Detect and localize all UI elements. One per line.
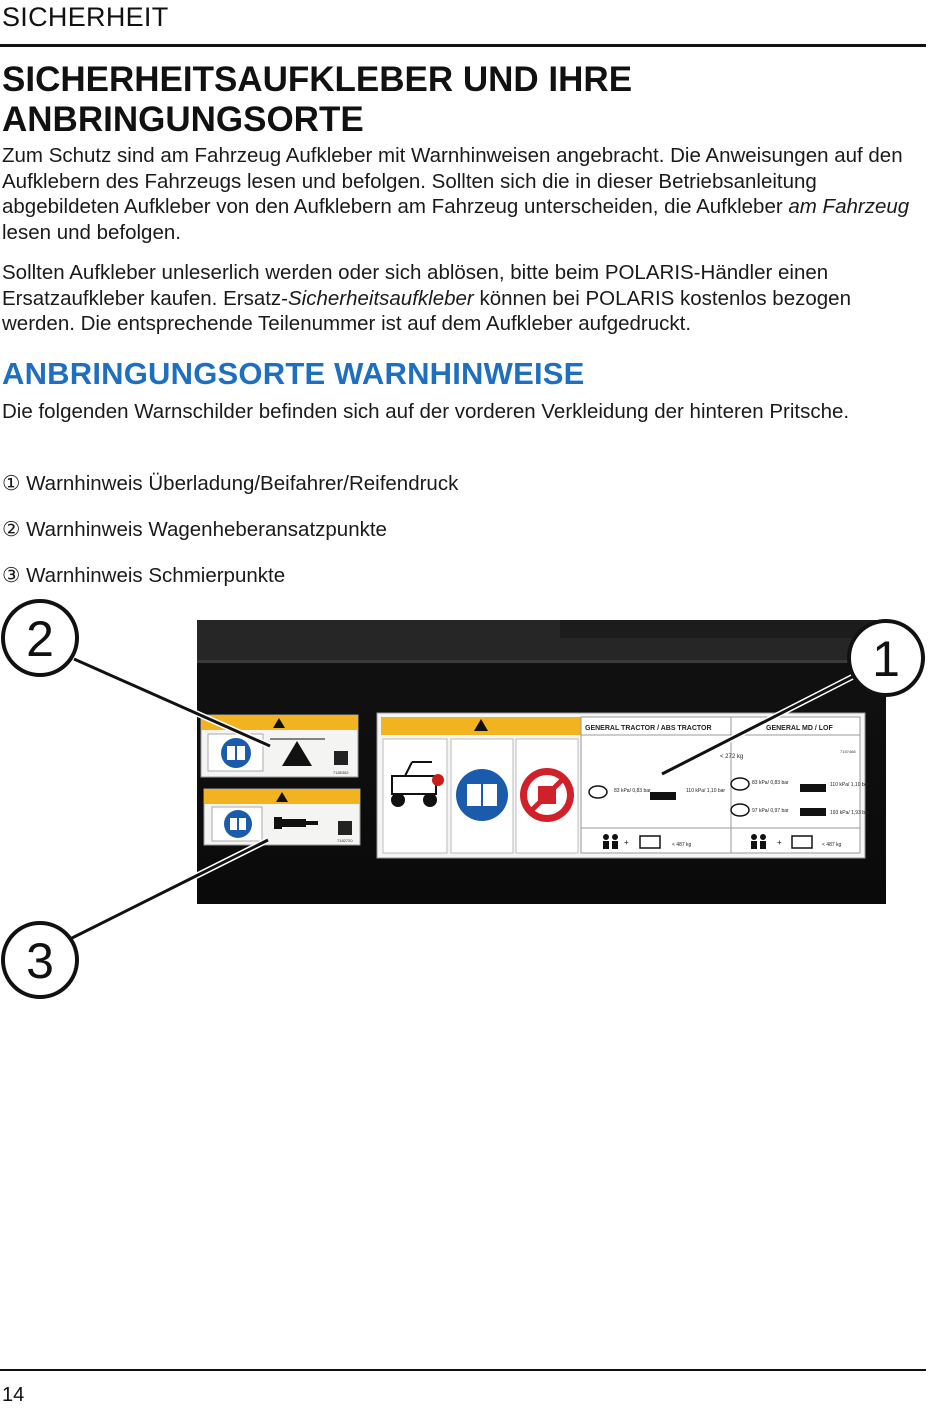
svg-text:< 487 kg: < 487 kg: [822, 842, 842, 848]
item-text: Warnhinweis Schmierpunkte: [26, 564, 286, 587]
item-marker: ②: [2, 518, 21, 541]
svg-text:83 kPa/ 0,83 bar: 83 kPa/ 0,83 bar: [614, 788, 651, 794]
svg-text:193 kPa/ 1,93 bar: 193 kPa/ 1,93 bar: [830, 810, 870, 816]
item-text: Warnhinweis Wagenheberansatzpunkte: [26, 518, 387, 541]
lube-point-decal: [204, 789, 360, 845]
decal-location-figure: [0, 596, 930, 1006]
section-heading: ANBRINGUNGSORTE WARNHINWEISE: [2, 356, 585, 391]
svg-text:7182720: 7182720: [337, 838, 353, 843]
svg-text:110 kPa/ 1,10 bar: 110 kPa/ 1,10 bar: [830, 782, 870, 788]
qr-code: [334, 751, 348, 765]
item-text: Warnhinweis Überladung/Beifahrer/Reifendruck: [26, 472, 459, 495]
item-marker: ③: [2, 564, 21, 587]
overload-passenger-tire-decal: [377, 713, 870, 858]
svg-text:+: +: [624, 838, 629, 847]
svg-text:2: 2: [26, 611, 54, 667]
callout-2: [3, 601, 77, 675]
footer-rule: [0, 1369, 926, 1371]
svg-text:110 kPa/ 1,10 bar: 110 kPa/ 1,10 bar: [686, 788, 726, 794]
svg-text:GENERAL TRACTOR / ABS TRACTOR: GENERAL TRACTOR / ABS TRACTOR: [585, 725, 712, 732]
intro-paragraph: Zum Schutz sind am Fahrzeug Aufkleber mit Warnhinweisen angebracht. Die Anweisungen auf den Aufklebern des Fahrzeugs lesen und befolgen. Sollten sich die in dieser Betriebsanleitung abgebildeten Aufkleber von den Aufklebern am Fahrzeug unterscheiden, die Aufkleber am Fahrzeug lesen und befolgen.: [2, 144, 910, 245]
qr-code: [338, 821, 352, 835]
list-item: [2, 563, 285, 588]
svg-text:1: 1: [872, 631, 900, 687]
svg-text:83 kPa/ 0,83 bar: 83 kPa/ 0,83 bar: [752, 780, 789, 786]
emphasis-text: am Fahrzeug: [788, 195, 910, 219]
page-title: SICHERHEITSAUFKLEBER UND IHRE ANBRINGUNGSORTE: [2, 60, 633, 139]
svg-text:< 272 kg: < 272 kg: [720, 754, 744, 760]
replacement-paragraph: Sollten Aufkleber unleserlich werden oder sich ablösen, bitte beim POLARIS-Händler einen Ersatzaufkleber kaufen. Ersatz-Sicherheitsaufkleber können bei POLARIS kostenlos bezogen werden. Die entsprechende Teilenummer ist auf dem Aufkleber aufgedruckt.: [2, 261, 851, 336]
list-item: [2, 471, 458, 496]
header-rule: [0, 44, 926, 47]
page-number: 14: [2, 1384, 25, 1406]
svg-text:+: +: [777, 838, 782, 847]
svg-text:GENERAL MD / LOF: GENERAL MD / LOF: [766, 725, 833, 732]
callout-3: [3, 923, 77, 997]
callout-1: [849, 621, 923, 695]
svg-text:< 487 kg: < 487 kg: [672, 842, 692, 848]
list-item: [2, 517, 387, 542]
svg-text:7157468: 7157468: [840, 749, 856, 754]
running-head: SICHERHEIT: [2, 2, 169, 32]
svg-text:3: 3: [26, 933, 54, 989]
location-paragraph: Die folgenden Warnschilder befinden sich auf der vorderen Verkleidung der hinteren Pritsche.: [2, 400, 850, 423]
svg-text:7185382: 7185382: [333, 770, 349, 775]
svg-text:97 kPa/ 0,97 bar: 97 kPa/ 0,97 bar: [752, 808, 789, 814]
emphasis-text: Sicherheitsaufkleber: [288, 286, 474, 310]
item-marker: ①: [2, 472, 21, 495]
